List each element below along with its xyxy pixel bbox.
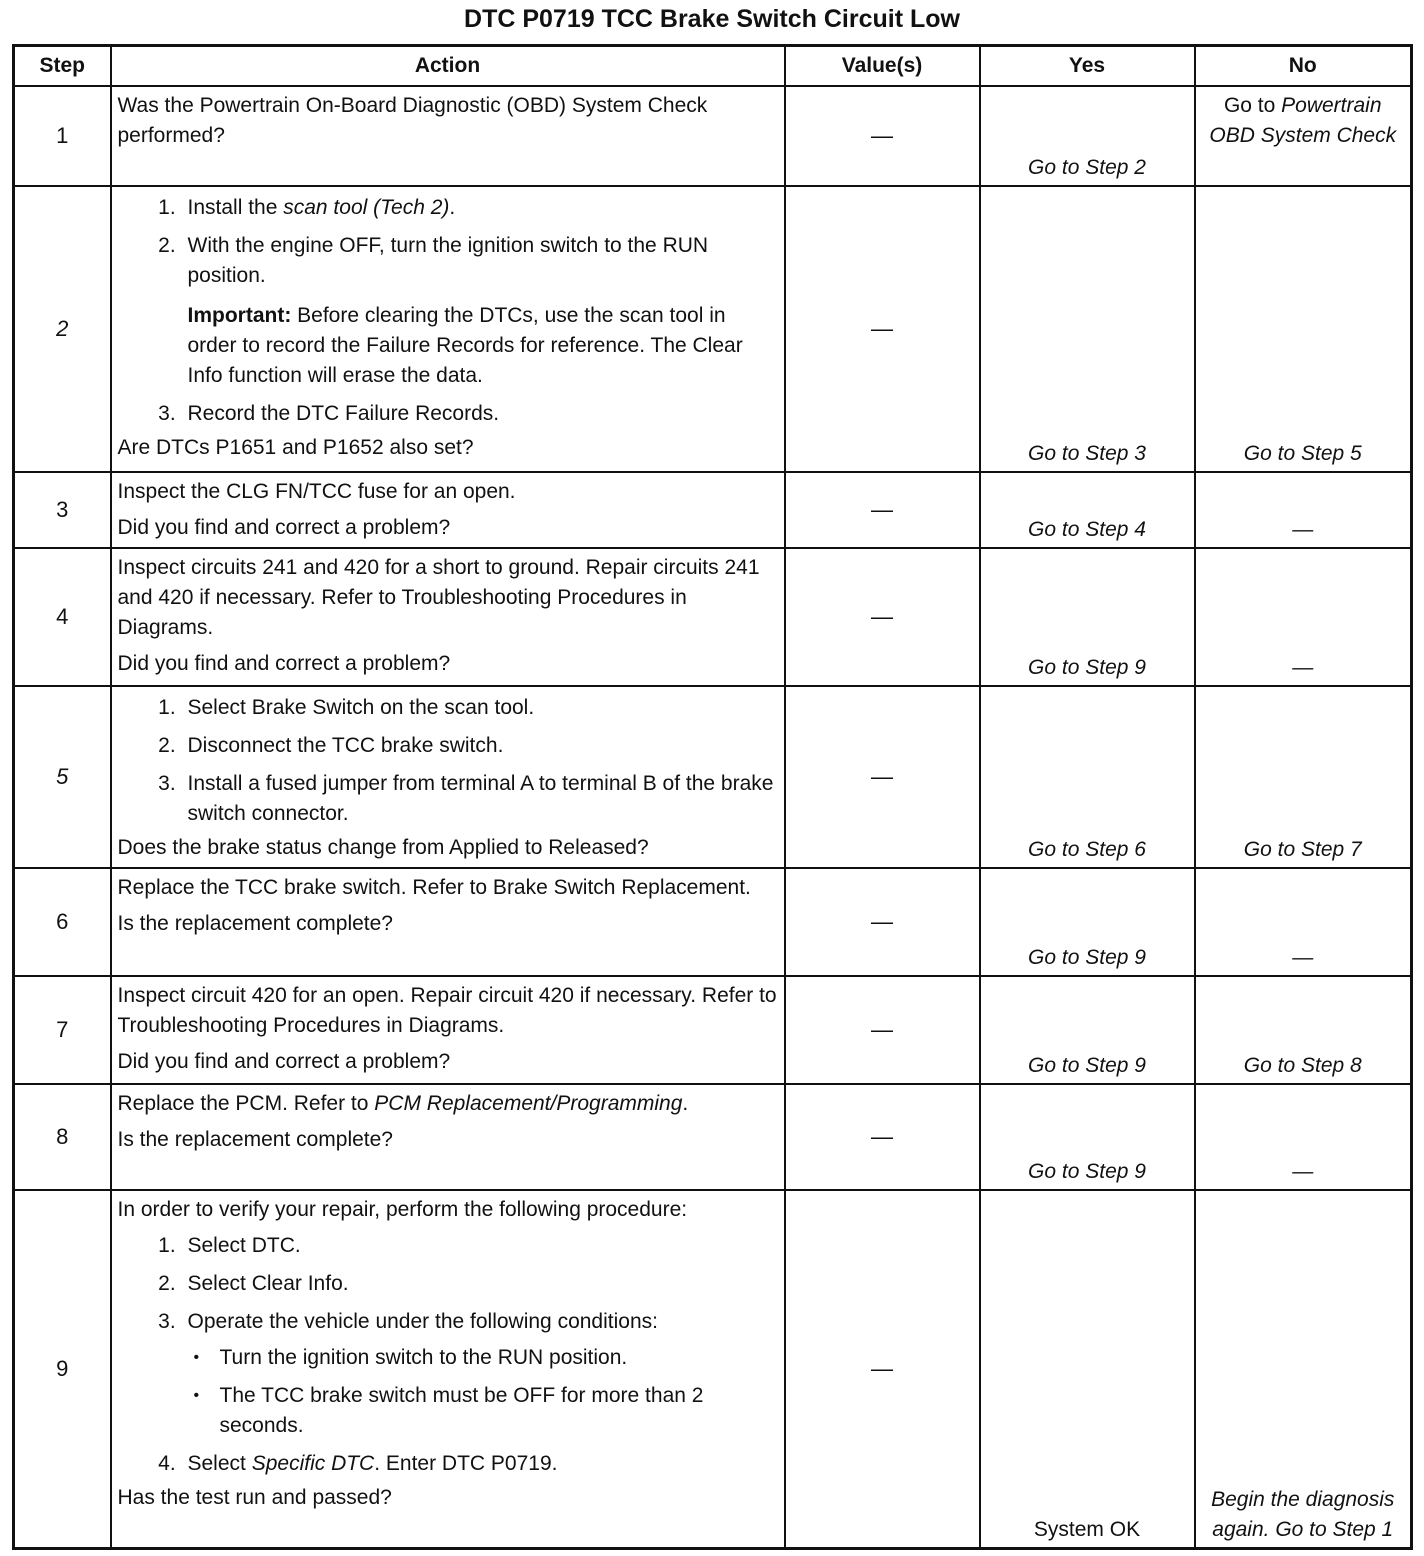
no-link-text: Powertrain OBD System Check xyxy=(1209,93,1397,147)
no-cell: — xyxy=(1195,472,1412,548)
list-item xyxy=(182,399,778,429)
table-row xyxy=(14,548,1412,686)
page-title: DTC P0719 TCC Brake Switch Circuit Low xyxy=(464,5,960,33)
action-prefix: Replace the PCM. Refer to xyxy=(117,1091,375,1115)
header-values: Value(s) xyxy=(785,46,980,86)
action-cell xyxy=(111,1190,785,1549)
step-number: 2 xyxy=(14,186,111,472)
table-row xyxy=(14,186,1412,472)
step-number: 6 xyxy=(14,868,111,976)
no-cell: Go to Step 5 xyxy=(1195,186,1412,472)
list-item: 2. Disconnect the TCC brake switch. xyxy=(182,731,778,761)
list-item: 2. Select Clear Info. xyxy=(182,1269,778,1299)
question-text: Did you find and correct a problem? xyxy=(117,651,451,675)
action-text: Inspect circuits 241 and 420 for a short to ground. Repair circuits 241 and 420 if necessary. Refer to Troubleshooting Procedures in Diagrams. xyxy=(117,555,760,639)
header-step: Step xyxy=(14,46,111,86)
yes-cell: System OK xyxy=(980,1190,1195,1549)
question-text: Are DTCs P1651 and P1652 also set? xyxy=(117,435,474,459)
no-cell: — xyxy=(1195,1084,1412,1190)
list-item: 1. Select DTC. xyxy=(182,1231,778,1261)
yes-cell: Go to Step 9 xyxy=(980,1084,1195,1190)
action-text: Inspect circuit 420 for an open. Repair circuit 420 if necessary. Refer to Troubleshooting Procedures in Diagrams. xyxy=(117,983,777,1037)
item-text: Record the DTC Failure Records. xyxy=(187,401,500,425)
action-text: Inspect the CLG FN/TCC fuse for an open. xyxy=(117,479,516,503)
yes-cell: Go to Step 9 xyxy=(980,868,1195,976)
yes-cell: Go to Step 9 xyxy=(980,976,1195,1084)
item-text: Install the xyxy=(187,195,284,219)
important-text: Before clearing the DTCs, use the scan tool in order to record the Failure Records for reference. The Clear Info function will erase the data. xyxy=(187,303,743,387)
important-label: Important: xyxy=(187,303,292,327)
item-emphasis: scan tool (Tech 2) xyxy=(283,195,450,219)
list-item: 3. Install a fused jumper from terminal A to terminal B of the brake switch connector. xyxy=(182,769,778,829)
table-row xyxy=(14,686,1412,868)
no-cell: — xyxy=(1195,548,1412,686)
table-row xyxy=(14,1084,1412,1190)
value-cell: — xyxy=(785,976,980,1084)
item-suffix: . Enter DTC P0719. xyxy=(374,1451,558,1475)
step-number: 9 xyxy=(14,1190,111,1549)
table-row xyxy=(14,472,1412,548)
header-row xyxy=(14,46,1412,86)
action-cell xyxy=(111,1084,785,1190)
header-yes: Yes xyxy=(980,46,1195,86)
step-number: 7 xyxy=(14,976,111,1084)
no-cell: Go to Step 7 xyxy=(1195,686,1412,868)
question-text: Does the brake status change from Applied to Released? xyxy=(117,835,649,859)
item-suffix: . xyxy=(449,195,456,219)
item-text: With the engine OFF, turn the ignition switch to the RUN position. xyxy=(187,233,709,287)
question-text: Did you find and correct a problem? xyxy=(117,515,451,539)
no-prefix: Go to xyxy=(1223,93,1282,117)
value-cell: — xyxy=(785,686,980,868)
diagnostic-table xyxy=(12,44,1413,1550)
action-cell xyxy=(111,86,785,186)
action-text: In order to verify your repair, perform the following procedure: xyxy=(117,1197,688,1221)
question-text: Is the replacement complete? xyxy=(117,1127,393,1151)
value-cell: — xyxy=(785,548,980,686)
table-row xyxy=(14,868,1412,976)
action-cell xyxy=(111,868,785,976)
no-cell xyxy=(1195,86,1412,186)
list-item xyxy=(182,1307,778,1441)
list-item xyxy=(182,193,778,223)
yes-cell: Go to Step 6 xyxy=(980,686,1195,868)
important-note xyxy=(188,301,778,391)
procedure-list xyxy=(118,1231,778,1479)
action-emphasis: PCM Replacement/Programming xyxy=(374,1091,683,1115)
action-text: Replace the TCC brake switch. Refer to Brake Switch Replacement. xyxy=(117,875,751,899)
no-cell: Go to Step 8 xyxy=(1195,976,1412,1084)
value-cell: — xyxy=(785,868,980,976)
action-text xyxy=(118,1089,778,1119)
step-number: 8 xyxy=(14,1084,111,1190)
step-number: 3 xyxy=(14,472,111,548)
step-number: 1 xyxy=(14,86,111,186)
bullet-item: • The TCC brake switch must be OFF for more than 2 seconds. xyxy=(214,1381,778,1441)
action-cell xyxy=(111,686,785,868)
list-item xyxy=(182,231,778,391)
yes-cell: Go to Step 9 xyxy=(980,548,1195,686)
yes-cell: Go to Step 4 xyxy=(980,472,1195,548)
question-text: Did you find and correct a problem? xyxy=(117,1049,451,1073)
question-text: Has the test run and passed? xyxy=(117,1485,392,1509)
question-text: Is the replacement complete? xyxy=(117,911,393,935)
action-text: Was the Powertrain On-Board Diagnostic (OBD) System Check performed? xyxy=(117,93,708,147)
value-cell: — xyxy=(785,472,980,548)
item-emphasis: Specific DTC xyxy=(251,1451,375,1475)
list-item xyxy=(182,1449,778,1479)
value-cell: — xyxy=(785,1190,980,1549)
table-row xyxy=(14,1190,1412,1549)
step-number: 4 xyxy=(14,548,111,686)
item-text: Operate the vehicle under the following conditions: xyxy=(187,1309,658,1333)
value-cell: — xyxy=(785,86,980,186)
action-cell xyxy=(111,472,785,548)
condition-list xyxy=(188,1343,778,1441)
no-cell: — xyxy=(1195,868,1412,976)
action-cell xyxy=(111,186,785,472)
action-cell xyxy=(111,548,785,686)
action-cell xyxy=(111,976,785,1084)
yes-cell: Go to Step 2 xyxy=(980,86,1195,186)
value-cell: — xyxy=(785,1084,980,1190)
table-row xyxy=(14,86,1412,186)
header-no: No xyxy=(1195,46,1412,86)
procedure-list xyxy=(118,193,778,429)
action-suffix: . xyxy=(682,1091,689,1115)
procedure-list xyxy=(118,693,778,829)
table-row xyxy=(14,976,1412,1084)
bullet-item: • Turn the ignition switch to the RUN position. xyxy=(214,1343,778,1373)
step-number: 5 xyxy=(14,686,111,868)
yes-cell: Go to Step 3 xyxy=(980,186,1195,472)
value-cell: — xyxy=(785,186,980,472)
list-item: 1. Select Brake Switch on the scan tool. xyxy=(182,693,778,723)
item-text: Select xyxy=(187,1451,252,1475)
header-action: Action xyxy=(111,46,785,86)
no-cell: Begin the diagnosis again. Go to Step 1 xyxy=(1195,1190,1412,1549)
